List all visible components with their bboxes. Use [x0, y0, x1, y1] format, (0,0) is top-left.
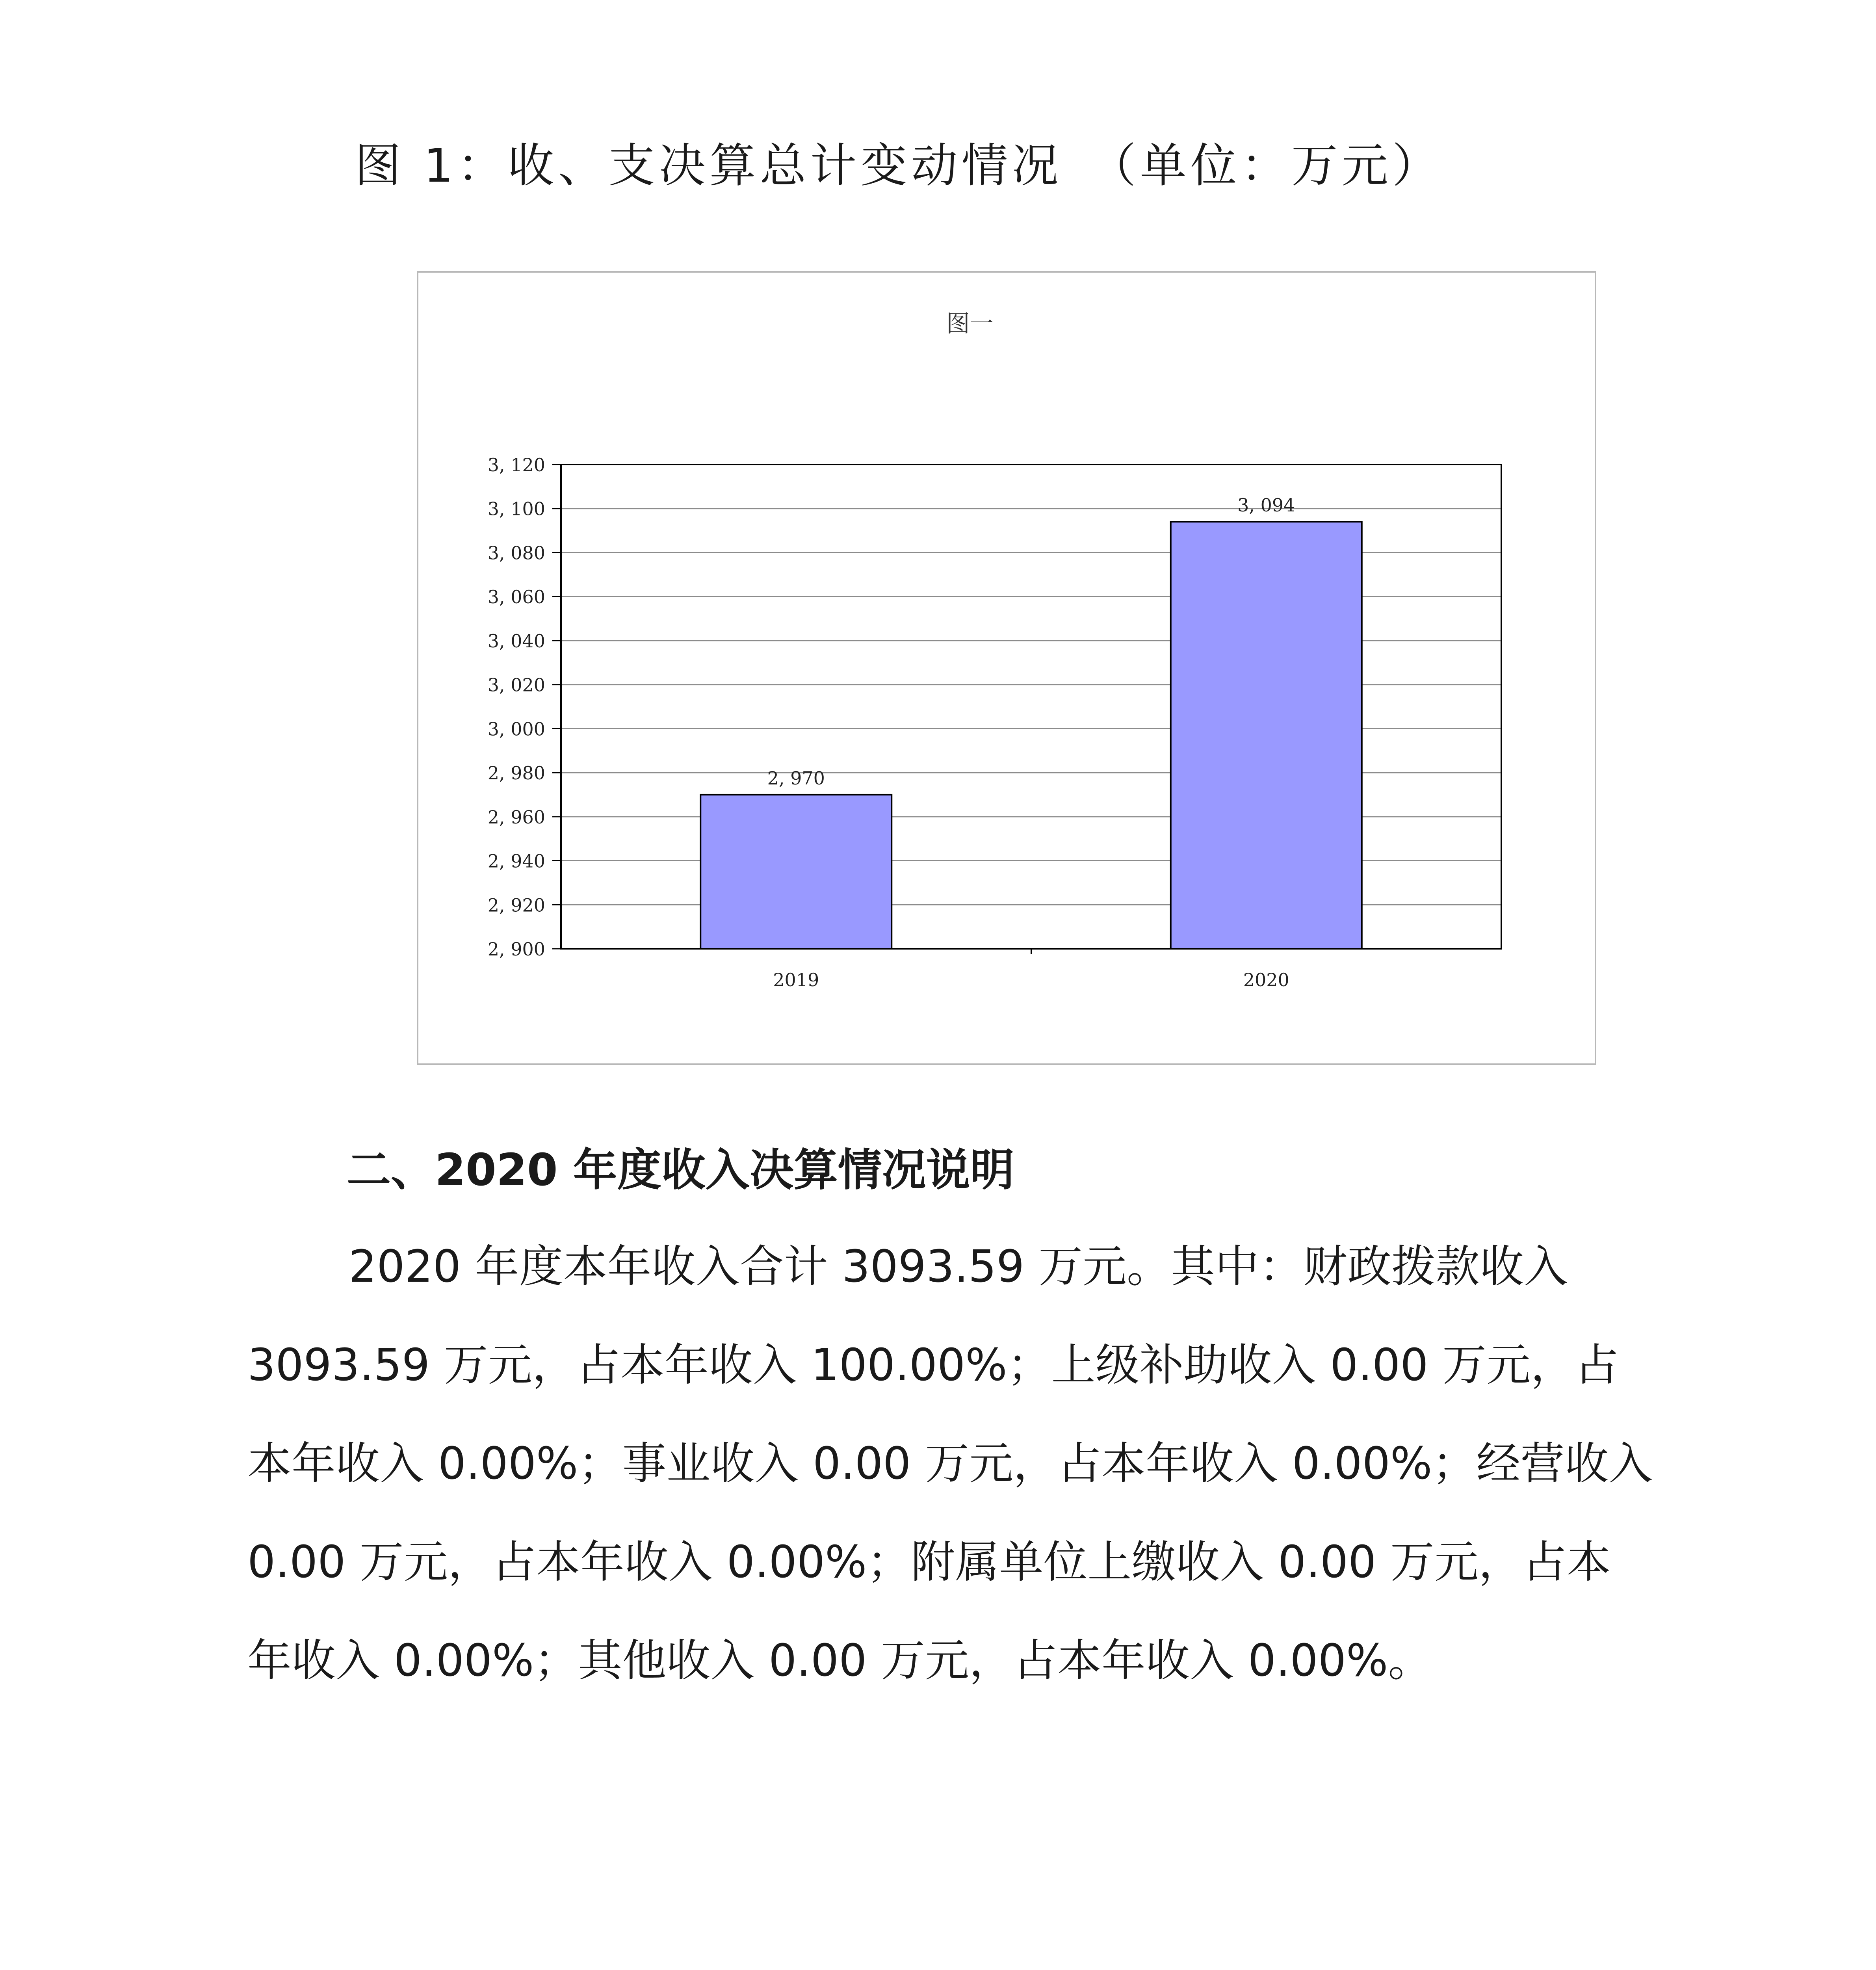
- y-tick-label: 3, 040: [487, 630, 545, 652]
- body-line: 2020 年度本年收入合计 3093.59 万元。其中：财政拨款收入: [349, 1241, 1568, 1292]
- y-tick-label: 3, 080: [487, 542, 545, 564]
- figure-caption: 图 1：收、支决算总计变动情况 （单位：万元）: [355, 138, 1443, 193]
- y-tick-label: 3, 120: [487, 454, 545, 476]
- y-tick-label: 3, 060: [487, 586, 545, 608]
- y-tick-label: 3, 000: [487, 718, 545, 740]
- bar-2019: [700, 795, 892, 949]
- section-heading: 二、2020 年度收入决算情况说明: [347, 1145, 1014, 1196]
- y-tick-label: 2, 960: [487, 806, 545, 828]
- data-label: 3, 094: [1237, 494, 1295, 516]
- body-line: 3093.59 万元，占本年收入 100.00%；上级补助收入 0.00 万元，占: [247, 1340, 1619, 1391]
- x-tick-label: 2020: [1243, 969, 1289, 991]
- y-tick-label: 2, 900: [487, 939, 545, 960]
- y-tick-label: 3, 100: [487, 498, 545, 520]
- y-tick-label: 2, 980: [487, 762, 545, 784]
- y-tick-label: 3, 020: [487, 674, 545, 696]
- data-label: 2, 970: [767, 767, 825, 789]
- x-tick-label: 2019: [773, 969, 819, 991]
- chart-title: 图一: [946, 310, 994, 338]
- bar-chart: [418, 273, 1595, 1063]
- y-tick-label: 2, 940: [487, 850, 545, 872]
- y-tick-label: 2, 920: [487, 894, 545, 916]
- bar-2020: [1171, 522, 1362, 949]
- body-line: 本年收入 0.00%；事业收入 0.00 万元，占本年收入 0.00%；经营收入: [247, 1438, 1653, 1489]
- body-line: 年收入 0.00%；其他收入 0.00 万元，占本年收入 0.00%。: [247, 1635, 1432, 1686]
- body-line: 0.00 万元，占本年收入 0.00%；附属单位上缴收入 0.00 万元，占本: [247, 1537, 1611, 1588]
- chart-frame: [417, 271, 1596, 1065]
